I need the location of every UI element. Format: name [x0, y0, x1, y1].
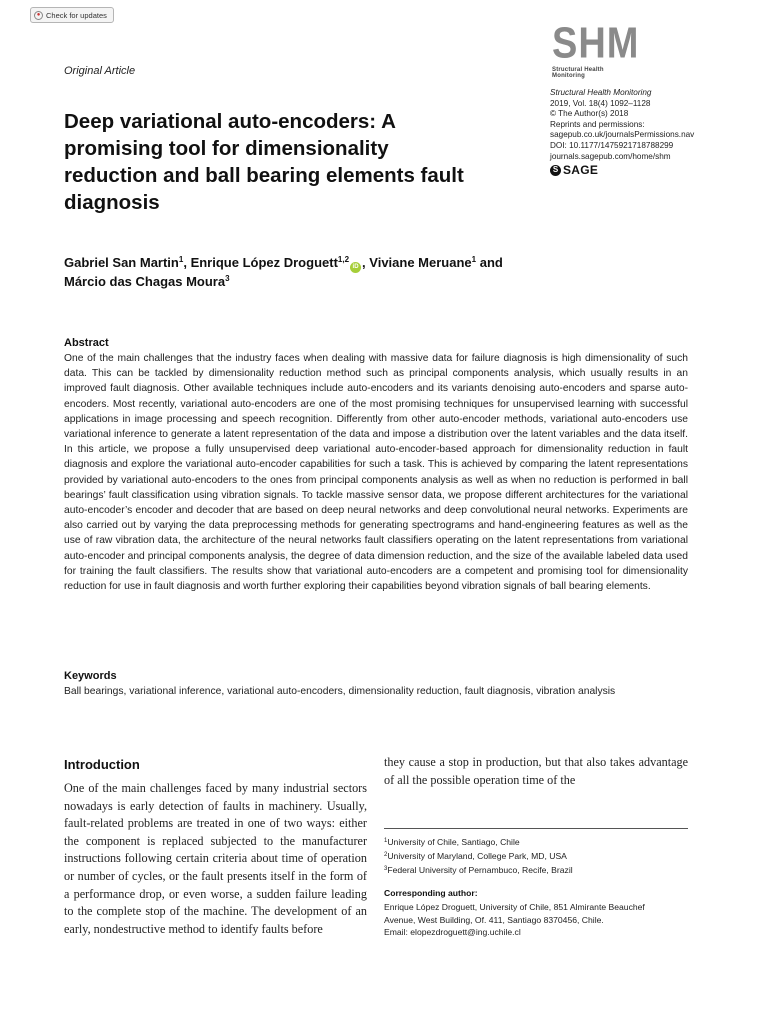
introduction-column-1: One of the main challenges faced by many industrial sectors nowadays is early detection of faults in machinery. Usually, fault-related problems are treated in one of two ways: either the component is replaced subjected to the manufacturer instructions following certain criteria about time of operation or number of cycles, or the fault presents itself in the form of a performance drop, or even worse, a sudden failure leading to the complete stop of the machine. The development of an early, nondestructive method to identify faults before [64, 781, 367, 936]
abstract-heading: Abstract [64, 337, 109, 349]
journal-info [550, 88, 750, 176]
check-for-updates-button[interactable] [30, 7, 114, 23]
author-name: Márcio das Chagas Moura [64, 274, 226, 289]
orcid-icon[interactable]: iD [350, 262, 361, 273]
keywords-text: Ball bearings, variational inference, variational auto-encoders, dimensionality reduction, fault diagnosis, vibration analysis [64, 686, 616, 697]
author-affiliation-mark: 1,2 [337, 255, 350, 264]
abstract-text: One of the main challenges that the industry faces when dealing with massive data for failure diagnosis is high dimensionality of such data. This can be tackled by dimensionality reduction method such as principal components analysis, which usually results in an improved fault diagnosis. Other available techniques include auto-encoders and its variants denoising auto-encoders and sparse auto-encoders. Most recently, variational auto-encoders are one of the most promising techniques for unsupervised learning with successful applications in image processing and speech recognition. Differently from other auto-encoder methods, variational auto-encoders use variational inference to generate a latent representation of the data and impose a distribution over the latent variables and the data itself. In this article, we propose a fully unsupervised deep variational auto-encoder-based approach for dimensionality reduction in fault diagnosis and explore the variational auto-encoder capabilities for such a task. This is achieved by comparing the latent representations provided by variational auto-encoders to the ones from principal components analysis as well as when no reduction is performed in ball bearings’ fault classification using vibration signals. To tackle massive sensor data, we propose different architectures for the variational auto-encoder’s encoder and decoder that are based on deep neural networks and deep convolutional neural networks. Experiments are also carried out by varying the data preprocessing methods for generating spectrograms and hand-engineering features as well as the use of raw vibration data, the architecture of the neural networks fault classifiers operating on the latent representations from variational auto-encoder and principal components analysis, the degree of data dimension reduction, and the size of the available labeled data used for training the fault classifiers. The results show that variational auto-encoders are a competent and promising tool for dimensionality reduction for use in fault diagnosis and worth further exploring their capabilities beyond vibration signals of ball bearing elements. [64, 353, 688, 593]
author-name: Gabriel San Martin [64, 255, 179, 270]
author-affiliation-mark: 1 [471, 255, 477, 264]
journal-link[interactable]: journals.sagepub.com/home/shm [550, 151, 671, 161]
corresponding-email[interactable]: Email: elopezdroguett@ing.uchile.cl [384, 927, 521, 938]
publisher-logo [550, 165, 750, 176]
publisher-name: SAGE [563, 163, 599, 178]
corresponding-author-details [384, 901, 684, 939]
affiliation-item: $^2$University of Maryland, College Park, MD, USA [384, 850, 567, 861]
journal-logo-text: SHM [552, 19, 640, 68]
corresponding-address-line: Avenue, West Building, Of. 411, Santiago 8370456, Chile. [384, 914, 604, 925]
author-name: Viviane Meruane [369, 255, 472, 270]
introduction-heading: Introduction [64, 757, 140, 772]
reprints-label: Reprints and permissions: [550, 119, 645, 129]
article-type: Original Article [64, 65, 136, 77]
update-icon: ● [34, 11, 43, 20]
permissions-link[interactable]: sagepub.co.uk/journalsPermissions.nav [550, 130, 695, 140]
corresponding-address-line: Enrique López Droguett, University of Chile, 851 Almirante Beauchef [384, 902, 645, 912]
journal-logo [552, 19, 640, 79]
footnote-divider [384, 828, 688, 829]
author-name: Enrique López Droguett [190, 255, 338, 270]
affiliation-item: $^1$University of Chile, Santiago, Chile [384, 837, 520, 847]
author-conjunction: and [479, 255, 503, 270]
article-title: Deep variational auto-encoders: A promising tool for dimensionality reduction and ball bearing elements fault diagnosis [64, 110, 464, 214]
author-affiliation-mark: 1 [178, 255, 184, 264]
journal-logo-subtitle: Structural Health Monitoring [552, 67, 604, 79]
journal-volume: 2019, Vol. 18(4) 1092–1128 [550, 98, 651, 108]
author-affiliation-mark: 3 [225, 274, 230, 283]
check-for-updates-label: Check for updates [46, 10, 107, 20]
affiliations [384, 836, 694, 877]
copyright: © The Author(s) 2018 [550, 109, 629, 119]
author-list: Gabriel San Martin$^1$, Enrique López Droguett$^{1,2}$iD , Viviane Meruane$^1$ and Márcio das Chagas Moura$^3$ [64, 255, 503, 289]
introduction-column-2: they cause a stop in production, but that also takes advantage of all the possible operation time of the [384, 755, 688, 787]
affiliation-item: $^3$Federal University of Pernambuco, Recife, Brazil [384, 864, 573, 875]
doi[interactable]: DOI: 10.1177/1475921718788299 [550, 140, 674, 150]
keywords-heading: Keywords [64, 670, 117, 682]
journal-name: Structural Health Monitoring [550, 88, 652, 97]
sage-icon: S [550, 165, 561, 176]
corresponding-author-heading: Corresponding author: [384, 888, 478, 898]
